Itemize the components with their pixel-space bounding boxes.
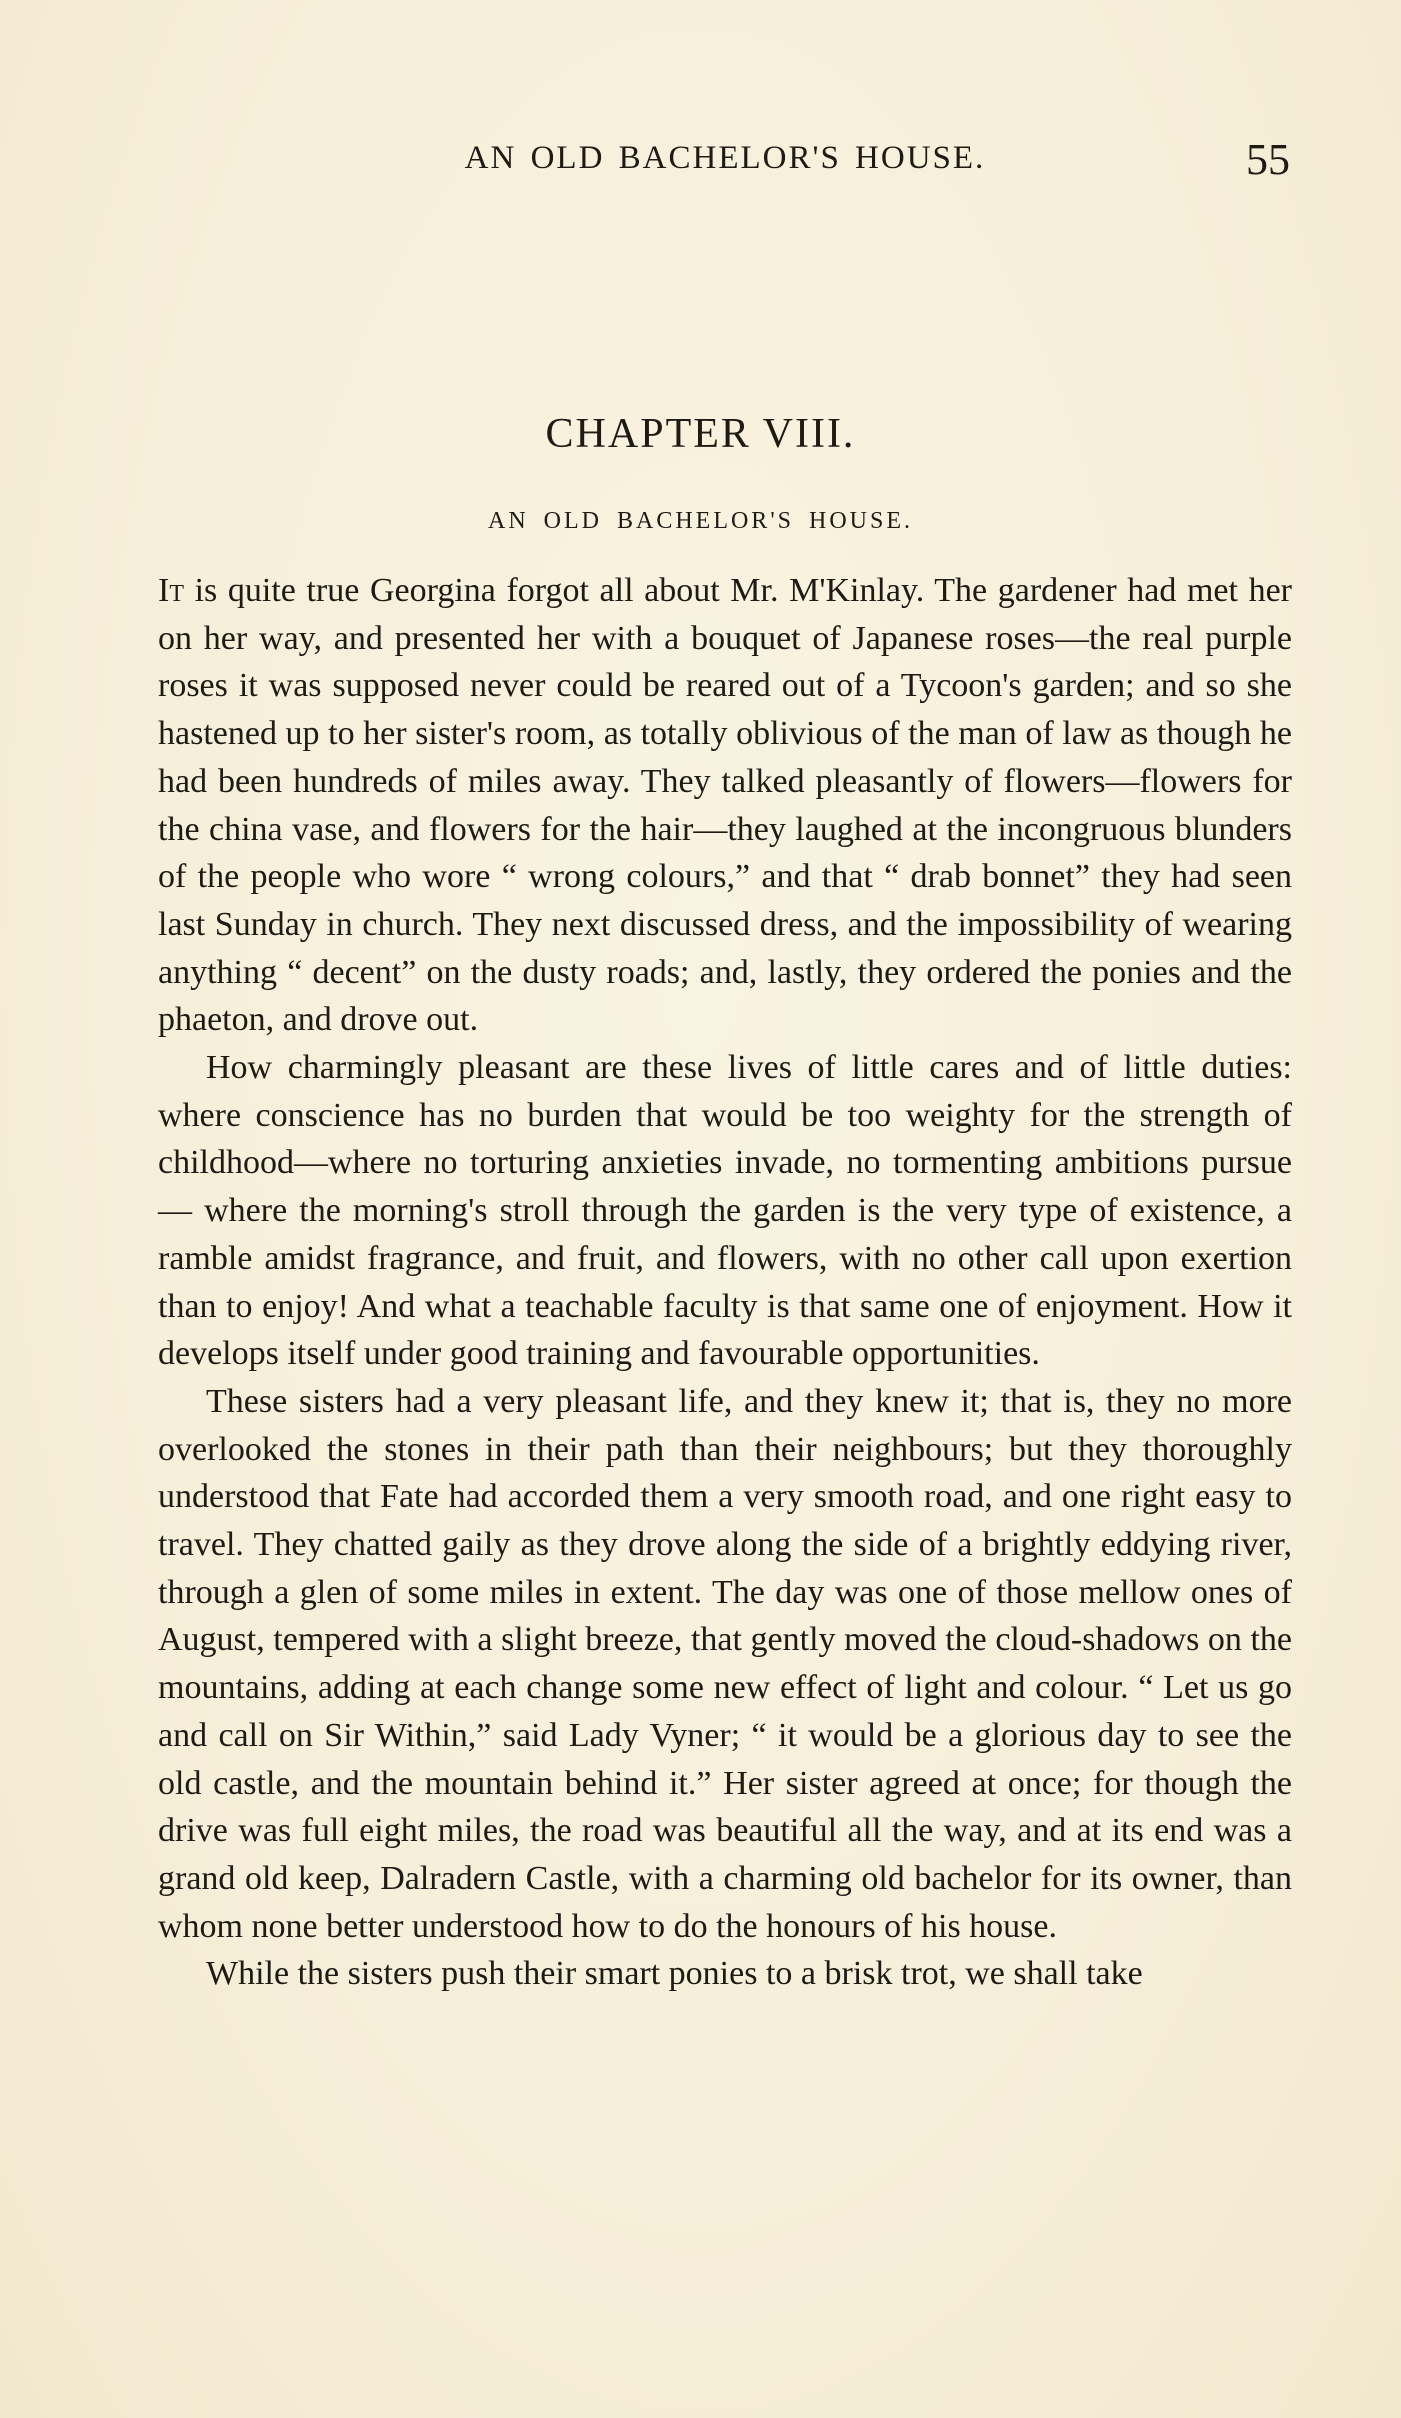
paragraph-text: While the sisters push their smart ponies to a brisk trot, we shall take: [206, 1955, 1143, 1993]
paragraph: [158, 1044, 1292, 1378]
paragraph: [158, 567, 1292, 1044]
page-number: 55: [1246, 135, 1290, 184]
running-title-suffix: 'S HOUSE.: [812, 140, 986, 176]
paragraph-text: How charmingly pleasant are these lives of little cares and of little duties: where conscience has no burden that would be too weighty for the strength of childhood—where no torturing anxieties invade, no tormenting ambitions pursue — where the morning's stroll through the garden is the very type of existence, a ramble amidst fragrance, and fruit, and flowers, with no other call upon exertion than to enjoy! And what a teachable faculty is that same one of enjoyment. How it develops itself under good training and favourable opportunities.: [158, 1049, 1292, 1373]
chapter-subtitle: AN OLD BACHELOR'S HOUSE.: [487, 508, 913, 534]
paragraph: [158, 1378, 1292, 1950]
running-title: [160, 140, 1290, 177]
body-text: [158, 567, 1292, 1998]
paragraph-text: These sisters had a very pleasant life, and they knew it; that is, they no more overlooked the stones in their path than their neighbours; but they thoroughly understood that Fate had accorded them a very smooth road, and one right easy to travel. They chatted gaily as they drove along the side of a brightly eddying river, through a glen of some miles in extent. The day was one of those mellow ones of August, tempered with a slight breeze, that gently moved the cloud-shadows on the mountains, adding at each change some new effect of light and colour. “ Let us go and call on Sir Within,” said Lady Vyner; “ it would be a glorious day to see the old castle, and the mountain behind it.” Her sister agreed at once; for though the drive was full eight miles, the road was beautiful all the way, and at its end was a grand old keep, Dalradern Castle, with a charming old bachelor for its owner, than whom none better understood how to do the honours of his house.: [158, 1382, 1292, 1945]
paragraph: [158, 1950, 1292, 1998]
paragraph-text: is quite true Georgina forgot all about Mr. M'Kinlay. The gardener had met her on her way, and presented her with a bouquet of Japanese roses—the real purple roses it was supposed never could be reared out of a Tycoon's garden; and so she hastened up to her sister's room, as totally oblivious of the man of law as though he had been hundreds of miles away. They talked pleasantly of flowers—flowers for the china vase, and flowers for the hair—they laughed at the incongruous blunders of the people who wore “ wrong colours,” and that “ drab bonnet” they had seen last Sunday in church. They next discussed dress, and the impossibility of wearing anything “ decent” on the dusty roads; and, lastly, they ordered the ponies and the phaeton, and drove out.: [158, 572, 1292, 1039]
running-title-prefix: AN OLD BACHELOR: [464, 140, 813, 176]
running-head: [160, 135, 1290, 190]
chapter-title: CHAPTER VIII.: [545, 411, 856, 457]
paragraph-lead-word: It: [158, 572, 184, 609]
